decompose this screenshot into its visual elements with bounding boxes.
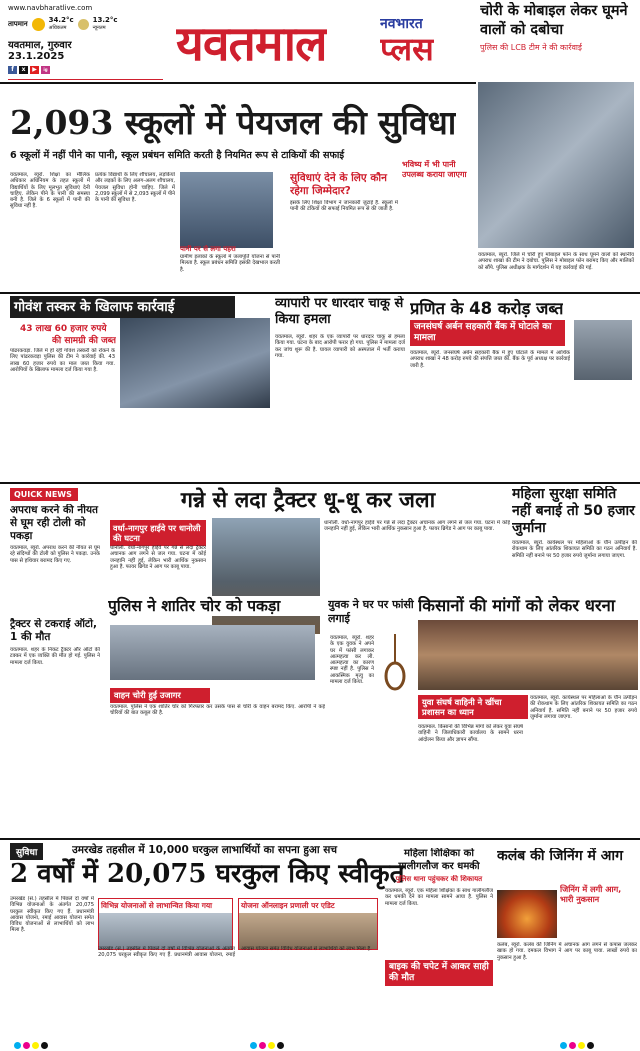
temperature-label: तापमान bbox=[8, 19, 28, 28]
cow-seizure-amount: 43 लाख 60 हजार रुपये bbox=[20, 324, 107, 334]
max-temp: 34.2°c bbox=[48, 16, 74, 24]
divider bbox=[0, 482, 640, 484]
divider bbox=[0, 292, 640, 294]
bank-fraud-headline: प्रणित के 48 करोड़ जब्त bbox=[410, 299, 564, 318]
bank-fraud-body: यवतमाल, ब्यूरो. जनसंघर्ष अर्बन सहकारी बैंक में हुए घोटाले के मामले में आर्थिक अपराध शाखा ने 48 करोड़ रुपये की संपत्ति जब्त की. बैंक के पूर्व अध्यक्ष पर कार्रवाई जारी है. bbox=[410, 350, 570, 369]
thief-arrest-body: यवतमाल. पुलिस ने एक शातिर चोर को गिरफ्तार कर उसके पास से चोरी के वाहन बरामद किए. आरोपी ने कई चोरियों की बात कबूल की है. bbox=[110, 704, 325, 717]
housing-headline: 2 वर्षों में 20,075 घरकुल किए स्वीकृत bbox=[10, 859, 405, 889]
lead-body-col4: इसके लिए शिक्षा विभाग ने जानकारी जुटाई है. स्कूलों में पानी की टंकियों की सफाई नियमित रूप से की जाती है. bbox=[290, 200, 398, 213]
quick-news-item-1-body: यवतमाल, ब्यूरो. अपराध करने की नीयत से घूम रहे संदिग्धों की टोली को पुलिस ने पकड़ा. उनके पास से हथियार बरामद किए गए. bbox=[10, 545, 100, 564]
thief-arrest-headline: पुलिस ने शातिर चोर को पकड़ा bbox=[108, 596, 332, 616]
lead-subheadline: 6 स्कूलों में नहीं पीने का पानी, स्कूल प्रबंधन समिति करती है नियमित रूप से टाकियों की सफाई bbox=[10, 150, 345, 161]
housing-body: उमरखेड (सं.) तहसील में पिछले दो वर्षों में विभिन्न योजनाओं के अंतर्गत 20,075 घरकुल स्वीकृत किए गए हैं. प्रधानमंत्री आवास योजना, रमाई आवास योजना समेत विविध योजनाओं से लाभार्थियों को लाभ मिला है. bbox=[10, 896, 94, 934]
housing-strap: उमरखेड तहसील में 10,000 घरकुल लाभार्थियों का सपना हुआ सच bbox=[72, 844, 338, 856]
lead-subsection-label: पानी पर से लगा पहरा bbox=[180, 245, 236, 253]
weather-bar bbox=[8, 13, 156, 35]
fire-photo bbox=[497, 890, 557, 938]
cow-smuggling-headline: गोवंश तस्कर के खिलाफ कार्रवाई bbox=[10, 296, 235, 318]
min-label: न्यूनतम bbox=[92, 25, 106, 31]
women-safety-headline: महिला सुरक्षा समिति नहीं बनाई तो 50 हजार जुर्माना bbox=[512, 486, 635, 536]
accused-photo bbox=[574, 320, 632, 380]
cow-seizure-note: की सामग्री की जब्त bbox=[52, 336, 116, 346]
section-tag: सुविधा bbox=[10, 843, 43, 860]
bank-fraud-box: जनसंघर्ष अर्बन सहकारी बैंक में घोटाले का मामला bbox=[410, 320, 565, 346]
quick-news-label: QUICK NEWS bbox=[10, 488, 78, 501]
black-mark-icon bbox=[277, 1042, 284, 1049]
registration-marks-left bbox=[14, 1042, 48, 1049]
suicide-body: यवतमाल, ब्यूरो. शहर के एक युवक ने अपने घर में फांसी लगाकर आत्महत्या कर ली. आत्महत्या का कारण स्पष्ट नहीं है. पुलिस ने आकस्मिक मृत्यु का मामला दर्ज किया. bbox=[330, 635, 374, 686]
ginning-fire-box: जिनिंग में लगी आग, भारी नुकसान bbox=[560, 884, 622, 904]
teacher-threat-subhead: पुलिस थाना पहुंचकर की शिकायत bbox=[395, 875, 483, 883]
youtube-icon[interactable]: ▶ bbox=[30, 66, 39, 74]
social-icons bbox=[8, 66, 50, 74]
arrested-thief-photo bbox=[110, 625, 315, 680]
protest-photo bbox=[418, 620, 638, 690]
scheme-box bbox=[98, 898, 233, 950]
black-mark-icon bbox=[41, 1042, 48, 1049]
online-box bbox=[238, 898, 378, 950]
magenta-mark-icon bbox=[569, 1042, 576, 1049]
magenta-mark-icon bbox=[23, 1042, 30, 1049]
tractor-fire-headline: गन्ने से लदा ट्रैक्टर धू-धू कर जला bbox=[180, 488, 436, 513]
place-day: यवतमाल, गुरुवार bbox=[8, 40, 72, 51]
knife-body: यवतमाल, ब्यूरो. शहर के एक व्यापारी पर धारदार चाकू से हमला किया गया. घटना के बाद आरोपी फरार हो गया. पुलिस ने मामला दर्ज कर जांच शुरू की है. घायल व्यापारी को अस्पताल में भर्ती कराया गया. bbox=[275, 334, 405, 359]
moon-icon bbox=[78, 19, 89, 30]
women-safety-body-continued: यवतमाल, ब्यूरो. कार्यस्थल पर महिलाओं के यौन उत्पीड़न की रोकथाम के लिए आंतरिक शिकायत समिति का गठन अनिवार्य है. समिति नहीं बनाने पर 50 हजार रुपये जुर्माना लगाया जाएगा. bbox=[530, 695, 637, 720]
question-box: सुविधाएं देने के लिए कौन रहेगा जिम्मेदार? bbox=[290, 172, 387, 197]
right-story-body: यवतमाल, ब्यूरो. जिले में चोरी हुए मोबाइल फोन के साथ घूमने वालों को स्थानीय अपराध शाखा की टीम ने दबोचा. पुलिस ने मोबाइल फोन बरामद किए और मालिकों को सौंपे. पुलिस अधीक्षक के मार्गदर्शन में यह कार्रवाई की गई. bbox=[478, 252, 634, 271]
ginning-fire-headline: कलंब की जिनिंग में आग bbox=[497, 848, 623, 864]
teacher-threat-headline: महिला शिक्षिका को गालीगलौज कर धमकी bbox=[398, 848, 480, 872]
facebook-icon[interactable]: f bbox=[8, 66, 17, 74]
cow-seizure-photo bbox=[120, 318, 270, 408]
yellow-mark-icon bbox=[268, 1042, 275, 1049]
lead-body-col2: प्रत्येक विद्यार्थी के लिए शौचालय, लड़कियों और लड़कों के लिए अलग-अलग शौचालय, पेयजल सुविधा होनी चाहिए. जिले में 2,099 स्कूलों में से 2,093 स्कूलों में पीने के पानी की सुविधा है. bbox=[95, 172, 175, 204]
burning-tractor-photo bbox=[212, 518, 320, 634]
promo-subhead: पुलिस की LCB टीम ने की कार्रवाई bbox=[480, 43, 582, 52]
future-supply-box: भविष्य में भी पानी उपलब्ध कराया जाएगा bbox=[402, 160, 467, 179]
house-photo bbox=[99, 913, 233, 949]
x-icon[interactable]: x bbox=[19, 66, 28, 74]
quick-news-item-2[interactable]: ट्रैक्टर से टकराई ऑटो, 1 की मौत bbox=[10, 618, 97, 643]
yellow-mark-icon bbox=[578, 1042, 585, 1049]
issue-date: 23.1.2025 bbox=[8, 51, 65, 62]
tractor-fire-body: धानोली. वर्धा-नागपुर हाईवे पर गन्ने से लदा ट्रैक्टर अचानक आग लगने से जल गया. घटना में कोई जनहानि नहीं हुई, लेकिन भारी आर्थिक नुकसान हुआ है. फायर ब्रिगेड ने आग पर काबू पाया. bbox=[110, 545, 206, 570]
masthead-logo-navbharat: नवभारत bbox=[380, 16, 423, 32]
cyan-mark-icon bbox=[14, 1042, 21, 1049]
women-safety-body: यवतमाल, ब्यूरो. कार्यस्थल पर महिलाओं के यौन उत्पीड़न की रोकथाम के लिए आंतरिक शिकायत समिति का गठन अनिवार्य है. समिति नहीं बनाने पर 50 हजार रुपये जुर्माना लगाया जाएगा. bbox=[512, 540, 637, 559]
cyan-mark-icon bbox=[560, 1042, 567, 1049]
divider bbox=[8, 79, 163, 80]
farmer-protest-box: युवा संघर्ष वाहिनी ने खींचा प्रशासन का ध्यान bbox=[418, 695, 528, 719]
housing-body-continued: उमरखेड (सं.) तहसील में पिछले दो वर्षों में विभिन्न योजनाओं के अंतर्गत 20,075 घरकुल स्वीकृत किए गए हैं. प्रधानमंत्री आवास योजना, रमाई आवास योजना समेत विविध योजनाओं से लाभार्थियों को लाभ मिला है. bbox=[98, 946, 372, 959]
magenta-mark-icon bbox=[259, 1042, 266, 1049]
quick-news-item-2-body: यवतमाल. शहर के निकट ट्रैक्टर और ऑटो की टक्कर में एक व्यक्ति की मौत हो गई. पुलिस ने मामला दर्ज किया. bbox=[10, 647, 100, 666]
online-box-title: योजना ऑनलाइन प्रणाली पर एडिट bbox=[241, 901, 335, 910]
website-url[interactable]: www.navbharatlive.com bbox=[8, 4, 93, 12]
lead-body-col3: ग्रामीण इलाकों के स्कूलों में जलापूर्ति योजना से पानी मिलता है. स्कूल प्रबंधन समिति इसकी देखभाल करती है. bbox=[180, 254, 280, 273]
lead-headline: 2,093 स्कूलों में पेयजल की सुविधा bbox=[10, 103, 457, 142]
lead-body-col1: यवतमाल, ब्यूरो. शिक्षा का मौलिक अधिकार अधिनियम के तहत स्कूलों में विद्यार्थियों के लिए मूलभूत सुविधाएं देनी चाहिए. लेकिन पीने के पानी की समस्या बनी है. जिले के 6 स्कूलों में पानी की सुविधा नहीं है. bbox=[10, 172, 90, 210]
ginning-fire-body: कलंब, ब्यूरो. कलंब की जिनिंग में अचानक आग लगने से कपास जलकर खाक हो गया. दमकल विभाग ने आग पर काबू पाया. लाखों रुपये का नुकसान हुआ है. bbox=[497, 942, 637, 961]
teacher-threat-body: यवतमाल, ब्यूरो. एक महिला शिक्षिका के साथ गालीगलौज कर धमकी देने का मामला सामने आया है. पुलिस ने मामला दर्ज किया. bbox=[385, 888, 493, 907]
registration-marks-center bbox=[250, 1042, 284, 1049]
masthead-logo: यवतमाल bbox=[176, 16, 327, 72]
noose-icon bbox=[375, 634, 415, 694]
farmer-protest-headline: किसानों की मांगों को लेकर धरना bbox=[418, 596, 616, 615]
promo-headline: चोरी के मोबाइल लेकर घूमने वालों को दबोचा bbox=[480, 3, 628, 38]
suicide-headline: युवक ने घर पर फांसी लगाई bbox=[328, 598, 414, 625]
house-photo-2 bbox=[239, 913, 378, 949]
students-photo bbox=[180, 172, 273, 248]
registration-marks-right bbox=[560, 1042, 594, 1049]
divider bbox=[0, 82, 476, 84]
vehicle-theft-box: वाहन चोरी हुई उजागर bbox=[110, 688, 210, 703]
farmer-protest-body: यवतमाल. किसानों की विभिन्न मांगों को लेकर युवा संघर्ष वाहिनी ने जिलाधिकारी कार्यालय के सामने धरना आंदोलन किया और ज्ञापन सौंपा. bbox=[418, 724, 523, 743]
masthead-logo-plus: प्लस bbox=[380, 30, 434, 68]
cow-body: पांढरकवड़ा. जिले में हो रही गोवंश तस्करी को रोकने के लिए पांढरकवड़ा पुलिस की टीम ने कार्रवाई की. 43 लाख 60 हजार रुपये का माल जब्त किया गया. आरोपियों के खिलाफ मामला दर्ज किया गया है. bbox=[10, 348, 115, 373]
tractor-fire-body-continued: धानोली. वर्धा-नागपुर हाईवे पर गन्ने से लदा ट्रैक्टर अचानक आग लगने से जल गया. घटना में कोई जनहानि नहीं हुई, लेकिन भारी आर्थिक नुकसान हुआ है. फायर ब्रिगेड ने आग पर काबू पाया. bbox=[324, 520, 510, 533]
scheme-box-title: विभिन्न योजनाओं से लाभान्वित किया गया bbox=[99, 899, 232, 913]
police-seized-phones-photo bbox=[478, 82, 634, 248]
porcupine-death-box: बाइक की चपेट में आकर साही की मौत bbox=[385, 960, 493, 986]
promo-story[interactable] bbox=[480, 2, 636, 80]
quick-news-item-1[interactable]: अपराध करने की नीयत से घूम रही टोली को पकड़ा bbox=[10, 504, 99, 542]
instagram-icon[interactable]: ig bbox=[41, 66, 50, 74]
yellow-mark-icon bbox=[32, 1042, 39, 1049]
divider bbox=[0, 838, 640, 840]
knife-attack-headline: व्यापारी पर धारदार चाकू से किया हमला bbox=[275, 296, 404, 327]
cyan-mark-icon bbox=[250, 1042, 257, 1049]
black-mark-icon bbox=[587, 1042, 594, 1049]
sun-icon bbox=[32, 18, 45, 31]
min-temp: 13.2°c bbox=[92, 16, 118, 24]
tractor-fire-location-box: वर्धा-नागपुर हाईवे पर धानोली की घटना bbox=[110, 520, 206, 546]
max-label: अधिकतम bbox=[48, 25, 67, 31]
